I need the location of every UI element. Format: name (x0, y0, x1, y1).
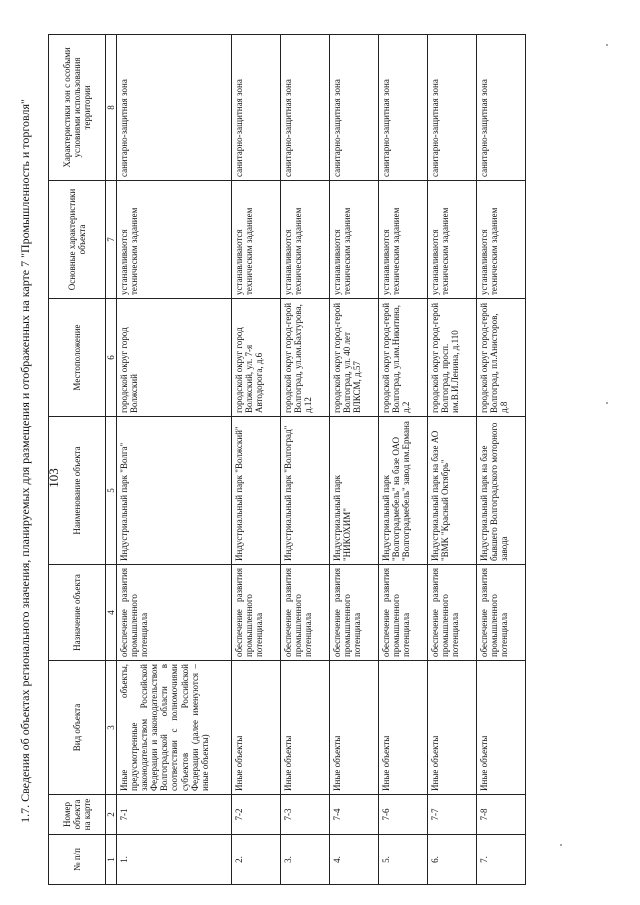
map-object-number: 7-7 (428, 795, 477, 835)
object-purpose: обеспечение развития промышленного потенциала (117, 565, 232, 661)
object-characteristics: устанавливаются техническим заданием (428, 181, 477, 299)
table-row (477, 35, 526, 885)
object-characteristics: устанавливаются техническим заданием (477, 181, 526, 299)
object-kind: Иные объекты (232, 661, 281, 795)
map-object-number: 7-3 (281, 795, 330, 835)
scan-speck (560, 844, 562, 846)
special-zones: санитарно-защитная зона (428, 35, 477, 181)
header-cell: Вид объекта (49, 661, 106, 795)
scan-speck (606, 44, 608, 46)
object-characteristics: устанавливаются техническим заданием (379, 181, 428, 299)
header-cell: Номер объекта на карте (49, 795, 106, 835)
row-index: 2. (232, 835, 281, 885)
objects-table (48, 34, 526, 885)
object-location: городской округ город-герой Волгоград, ул.им.Никитина, д.2 (379, 299, 428, 417)
row-index: 5. (379, 835, 428, 885)
special-zones: санитарно-защитная зона (117, 35, 232, 181)
special-zones: санитарно-защитная зона (477, 35, 526, 181)
column-number: 7 (106, 181, 117, 299)
object-characteristics: устанавливаются техническим заданием (117, 181, 232, 299)
object-purpose: обеспечение развития промышленного потенциала (428, 565, 477, 661)
column-number: 4 (106, 565, 117, 661)
header-cell: Основные характеристики объекта (49, 181, 106, 299)
column-number: 8 (106, 35, 117, 181)
table-header-row (49, 35, 106, 885)
header-cell: Местоположение (49, 299, 106, 417)
table-row (117, 35, 232, 885)
map-object-number: 7-2 (232, 795, 281, 835)
object-location: городской округ город Волжский, ул. 7-я Автодорога, д.6 (232, 299, 281, 417)
column-number-row (106, 35, 117, 885)
column-number: 2 (106, 795, 117, 835)
object-kind: Иные объекты, предусмотренные законодательством Российской Федерации и законодательством Волгоградской области в соответствии с полномочиями субъектов Российской Федерации (далее именуются – иные объекты) (117, 661, 232, 795)
special-zones: санитарно-защитная зона (232, 35, 281, 181)
object-kind: Иные объекты (281, 661, 330, 795)
row-index: 4. (330, 835, 379, 885)
object-characteristics: устанавливаются техническим заданием (330, 181, 379, 299)
map-object-number: 7-1 (117, 795, 232, 835)
special-zones: санитарно-защитная зона (281, 35, 330, 181)
object-kind: Иные объекты (477, 661, 526, 795)
object-name: Индустриальный парк на базе АО "ВМК "Красный Октябрь" (428, 417, 477, 565)
table-row (281, 35, 330, 885)
rotated-page-content (8, 13, 628, 893)
object-purpose: обеспечение развития промышленного потенциала (379, 565, 428, 661)
special-zones: санитарно-защитная зона (379, 35, 428, 181)
object-name: Индустриальный парк "НИКОХИМ" (330, 417, 379, 565)
object-kind: Иные объекты (379, 661, 428, 795)
column-number: 1 (106, 835, 117, 885)
object-kind: Иные объекты (428, 661, 477, 795)
map-object-number: 7-4 (330, 795, 379, 835)
table-row (379, 35, 428, 885)
object-purpose: обеспечение развития промышленного потенциала (281, 565, 330, 661)
object-characteristics: устанавливаются техническим заданием (281, 181, 330, 299)
header-cell: Назначение объекта (49, 565, 106, 661)
object-location: городской округ город-герой Волгоград, ул. 40 лет ВЛКСМ, д.57 (330, 299, 379, 417)
special-zones: санитарно-защитная зона (330, 35, 379, 181)
object-location: городской округ город-герой Волгоград, пл.Анисторов, д.8 (477, 299, 526, 417)
object-purpose: обеспечение развития промышленного потенциала (330, 565, 379, 661)
object-location: городской округ город-герой Волгоград, ул.им.Бахтурова, д.12 (281, 299, 330, 417)
table-row (330, 35, 379, 885)
header-cell: Наименование объекта (49, 417, 106, 565)
object-name: Индустриальный парк на базе бывшего Волгоградского моторного завода (477, 417, 526, 565)
table-row (232, 35, 281, 885)
object-location: городской округ город Волжский (117, 299, 232, 417)
row-index: 6. (428, 835, 477, 885)
map-object-number: 7-6 (379, 795, 428, 835)
table-title: 1.7. Сведения об объектах регионального значения, планируемых для размещения и отображенных на карте 7 "Промышленность и торговля" (18, 99, 32, 823)
object-characteristics: устанавливаются техническим заданием (232, 181, 281, 299)
column-number: 5 (106, 417, 117, 565)
object-location: городской округ город-герой Волгоград, просп. им.В.И.Ленина, д.110 (428, 299, 477, 417)
object-purpose: обеспечение развития промышленного потенциала (477, 565, 526, 661)
object-name: Индустриальный парк "Волга" (117, 417, 232, 565)
column-number: 6 (106, 299, 117, 417)
row-index: 1. (117, 835, 232, 885)
row-index: 3. (281, 835, 330, 885)
object-name: Индустриальный парк "Волжский" (232, 417, 281, 565)
column-number: 3 (106, 661, 117, 795)
page-number: 103 (46, 468, 61, 488)
object-name: Индустриальный парк "Волгоградмебель" на базе ОАО "Волгоградмебель" завод им.Ермана (379, 417, 428, 565)
header-cell: № п/п (49, 835, 106, 885)
header-cell: Характеристики зон с особыми условиями использования территории (49, 35, 106, 181)
table-row (428, 35, 477, 885)
row-index: 7. (477, 835, 526, 885)
scan-speck (606, 402, 608, 404)
map-object-number: 7-8 (477, 795, 526, 835)
object-name: Индустриальный парк "Волгоград" (281, 417, 330, 565)
object-purpose: обеспечение развития промышленного потенциала (232, 565, 281, 661)
object-kind: Иные объекты (330, 661, 379, 795)
